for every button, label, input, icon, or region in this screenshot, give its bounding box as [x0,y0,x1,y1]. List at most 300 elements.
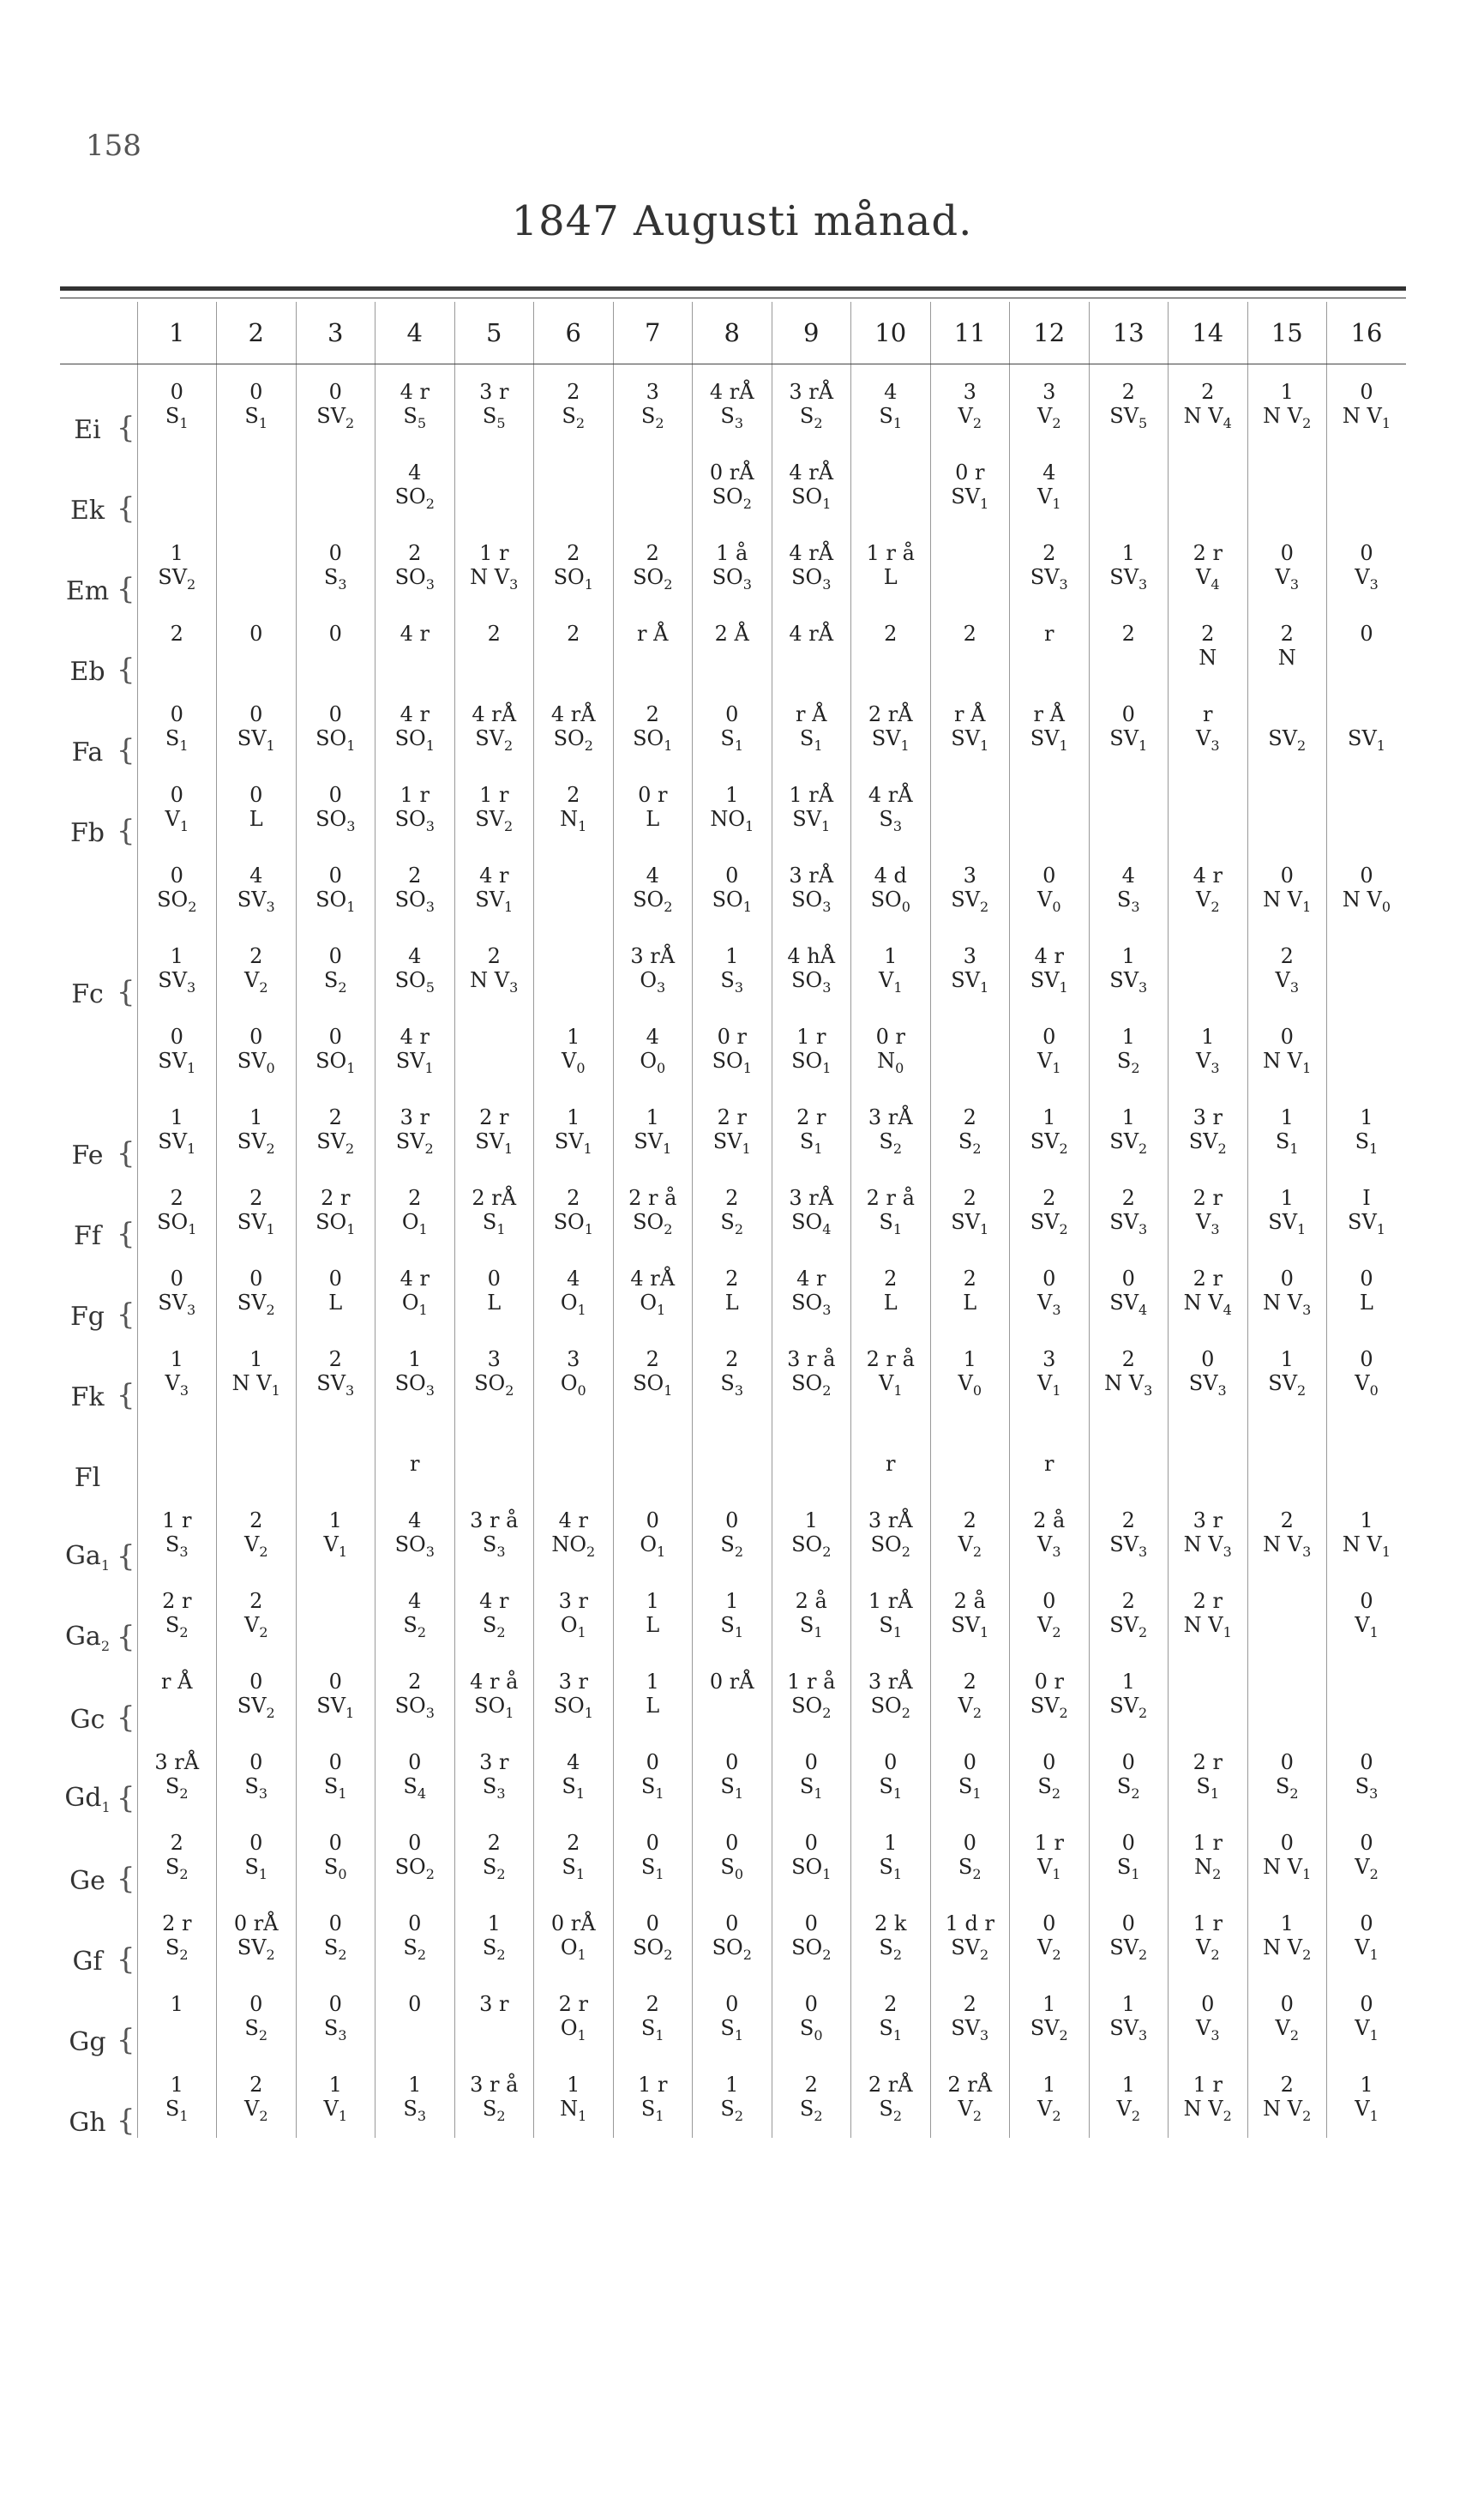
table-cell: 2 [1089,606,1169,646]
table-cell: 2 r [1169,1574,1248,1613]
table-cell: $S_2$ [693,1210,772,1251]
table-cell: 1 [296,1493,376,1532]
table-cell: 2 [613,687,693,726]
subscript: 2 [1212,1865,1222,1882]
table-cell: 4 [613,848,693,888]
table-cell [1327,445,1407,485]
table-cell: 1 r [376,767,455,807]
table-cell: $V_0$ [930,1371,1010,1412]
column-header: 15 [1247,302,1327,364]
table-cell: $S_2$ [296,968,376,1009]
table-row-top [60,1493,1406,1532]
table-cell: 2 r [137,1896,217,1935]
table-cell [296,485,376,526]
table-cell: $S_1$ [613,2016,693,2057]
subscript: 1 [1376,1220,1385,1237]
table-cell [613,485,693,526]
subscript: 1 [1381,1543,1391,1560]
table-cell: $S_1$ [772,726,851,767]
table-cell [1247,807,1327,848]
table-cell: 1 [217,1090,297,1129]
table-cell: 3 rÅ [851,1654,931,1694]
table-cell: 1 r [1169,1815,1248,1855]
table-cell: $V_3$ [1169,2016,1248,2057]
table-cell: $SO_1$ [376,726,455,767]
table-cell: r [1010,1452,1090,1493]
table-cell [534,888,614,929]
subscript: 2 [179,1946,189,1963]
table-row-bottom [60,1855,1406,1896]
table-cell: 1 r [1169,2057,1248,2097]
table-cell: 2 [217,1493,297,1532]
table-cell: 4 r [376,1251,455,1291]
table-cell: $S_5$ [454,404,534,445]
subscript: 1 [1302,898,1312,915]
table-cell: 1 r [454,767,534,807]
table-cell: $SO_1$ [296,888,376,929]
table-cell: 4 [376,929,455,968]
table-cell: $SV_3$ [217,888,297,929]
row-label: Ge [69,1866,105,1896]
subscript: 2 [664,898,673,915]
table-cell: $S_2$ [613,404,693,445]
subscript: 0 [901,898,910,915]
table-cell: 2 [930,1493,1010,1532]
subscript: 3 [1211,2026,1220,2043]
row-label: Ei [74,415,101,445]
table-cell: 0 [772,1977,851,2016]
table-cell: $V_3$ [1169,1049,1248,1090]
table-cell [1327,807,1407,848]
table-cell: 4 hÅ [772,929,851,968]
table-cell [534,485,614,526]
subscript: 1 [338,1785,347,1802]
table-cell: 4 [1010,445,1090,485]
subscript: 2 [258,2026,268,2043]
column-header: 12 [1010,302,1090,364]
table-cell: 0 [217,1735,297,1774]
table-cell: $S_2$ [1010,1774,1090,1815]
table-cell [1327,687,1407,726]
table-cell: $V_1$ [851,1371,931,1412]
table-cell [1089,767,1169,807]
table-cell: 3 [930,929,1010,968]
table-cell: 4 [851,364,931,405]
subscript: 1 [345,1704,355,1721]
table-cell: $S_2$ [217,2016,297,2057]
table-cell: 2 [1089,1171,1169,1210]
table-cell: $V_0$ [1010,888,1090,929]
subscript: 3 [822,575,832,593]
table-cell: 0 [137,1251,217,1291]
table-cell: 1 [613,1574,693,1613]
table-cell [217,1412,297,1452]
table-row-top [60,364,1406,405]
table-cell: 0 [137,767,217,807]
table-cell: 2 [454,606,534,646]
table-cell: 0 [693,1896,772,1935]
table-cell: 0 [613,1493,693,1532]
table-cell: $S_3$ [296,565,376,606]
table-cell [930,1412,1010,1452]
table-cell: 2 rÅ [851,687,931,726]
subscript: 1 [577,2026,586,2043]
table-cell [1169,1654,1248,1694]
table-cell [772,1412,851,1452]
table-cell: 2 [534,1815,614,1855]
table-cell: 1 [693,1574,772,1613]
subscript: 2 [1059,2026,1068,2043]
subscript: 1 [1289,1140,1299,1157]
subscript: 0 [895,1059,904,1076]
table-cell: 2 [454,1815,534,1855]
table-cell: 3 rÅ [772,848,851,888]
subscript: 1 [664,737,673,754]
subscript: 2 [655,414,664,431]
table-cell: r [376,1452,455,1493]
subscript: 1 [338,1543,348,1560]
table-cell: $SV_1$ [296,1694,376,1735]
table-cell: N $V_1$ [1327,404,1407,445]
table-cell: 2 å [930,1574,1010,1613]
table-cell [137,445,217,485]
table-cell: 2 [534,526,614,565]
brace-mark: { [116,2104,135,2138]
subscript: 1 [258,414,268,431]
table-cell: 2 [930,1251,1010,1291]
table-cell [137,646,217,687]
subscript: 2 [586,1543,596,1560]
table-cell: $SV_1$ [376,1049,455,1090]
table-cell: 0 [217,606,297,646]
subscript: 3 [1217,1381,1227,1399]
table-cell: 4 [376,445,455,485]
subscript: 2 [664,575,673,593]
table-cell: 1 [693,2057,772,2097]
subscript: 3 [1302,1543,1312,1560]
subscript: 2 [266,1704,275,1721]
table-cell: $SV_2$ [930,888,1010,929]
table-cell: 0 [1247,1009,1327,1049]
subscript: 2 [1131,2107,1141,2124]
table-cell [930,1452,1010,1493]
subscript: 1 [980,737,989,754]
table-row-bottom [60,1935,1406,1977]
table-cell: 0 rÅ [217,1896,297,1935]
subscript: 2 [1059,1140,1068,1157]
table-cell: 0 [1089,687,1169,726]
row-label: $Ga_1$ [64,1541,111,1574]
table-cell: $V_1$ [851,968,931,1009]
table-cell: 3 r å [772,1332,851,1371]
table-cell [772,646,851,687]
subscript: 2 [179,1865,189,1882]
table-cell [454,1412,534,1452]
table-cell: 2 å [1010,1493,1090,1532]
table-cell: 2 [217,1574,297,1613]
subscript: 1 [577,1623,586,1640]
top-rule [60,286,1406,291]
column-header: 8 [693,302,772,364]
table-cell: $SV_2$ [296,1129,376,1171]
table-cell: $S_3$ [693,1371,772,1412]
subscript: 1 [418,1220,428,1237]
table-cell [1247,485,1327,526]
table-row-top [60,1896,1406,1935]
row-label: Fe [71,1141,104,1171]
subscript: 3 [1144,1381,1153,1399]
table-row-top [60,526,1406,565]
table-cell: 2 r [137,1574,217,1613]
brace-mark: { [116,572,135,606]
table-cell: 3 rÅ [772,364,851,405]
table-cell [454,2016,534,2057]
table-cell: $SV_2$ [1089,1694,1169,1735]
subscript: 2 [417,1623,427,1640]
subscript: 1 [1052,495,1061,512]
table-cell: $S_1$ [217,1855,297,1896]
table-cell [137,2016,217,2057]
subscript: 1 [734,2026,744,2043]
subscript: 1 [496,1220,506,1237]
table-cell [1169,1694,1248,1735]
table-cell: N $V_1$ [1247,1049,1327,1090]
subscript: 2 [1059,1704,1068,1721]
table-cell: $S_1$ [613,1855,693,1896]
table-cell: $SV_3$ [1089,968,1169,1009]
table-cell: 0 [851,1735,931,1774]
table-cell: $V_1$ [296,2097,376,2138]
table-cell: $SO_2$ [772,1694,851,1735]
row-label: Ek [69,496,105,526]
row-label: Fl [74,1463,101,1493]
table-cell: 1 [1327,1493,1407,1532]
table-cell: N $V_1$ [1169,1613,1248,1654]
table-cell [851,445,931,485]
subscript: 1 [577,1301,586,1318]
table-cell: 0 r [613,767,693,807]
subscript: 1 [425,737,435,754]
table-cell: 4 r [454,1574,534,1613]
row-label [60,848,115,929]
table-cell [613,1452,693,1493]
table-cell: 0 [217,1815,297,1855]
table-cell: $SV_1$ [851,726,931,767]
table-cell: 4 r [376,687,455,726]
table-row-top [60,1171,1406,1210]
table-cell [1169,968,1248,1009]
table-cell: $SV_1$ [1010,726,1090,767]
table-cell [1169,485,1248,526]
subscript: 1 [822,1865,832,1882]
subscript: 2 [892,1946,903,1963]
row-label: Fg [69,1302,105,1332]
subscript: 2 [179,1785,189,1802]
table-cell: 0 [1089,1735,1169,1774]
table-cell: $SV_3$ [1169,1371,1248,1412]
table-row-top [60,1251,1406,1291]
table-cell: $SV_1$ [772,807,851,848]
table-cell: N $V_0$ [1327,888,1407,929]
table-cell: $SO_2$ [534,726,614,767]
table-row-bottom [60,2097,1406,2138]
subscript: 2 [1052,2107,1061,2124]
table-cell: $SV_3$ [137,1291,217,1332]
table-cell: $SV_1$ [930,968,1010,1009]
row-label [60,1009,115,1090]
table-cell: 2 [930,1654,1010,1694]
table-cell: $V_2$ [930,404,1010,445]
table-cell: 0 [217,1654,297,1694]
table-cell [217,445,297,485]
subscript: 2 [1289,2026,1300,2043]
table-cell: $S_1$ [1327,1129,1407,1171]
table-cell: 0 [1010,1009,1090,1049]
subscript: 2 [1051,1785,1061,1802]
table-cell: $V_2$ [1089,2097,1169,2138]
subscript: 1 [655,2107,664,2124]
table-cell: 2 [851,1251,931,1291]
table-cell: $SV_2$ [1089,1129,1169,1171]
table-cell: $S_2$ [376,1935,455,1977]
subscript: 0 [657,1059,666,1076]
subscript: 1 [1052,1381,1061,1399]
table-cell: 0 r [930,445,1010,485]
table-cell [296,445,376,485]
table-cell: $SV_1$ [1327,726,1407,767]
table-cell: $SV_3$ [1089,565,1169,606]
table-cell: 0 [1247,1977,1327,2016]
table-cell: 1 å [693,526,772,565]
table-cell: 4 r [1010,929,1090,968]
table-cell: r [1169,687,1248,726]
table-row-top [60,1412,1406,1452]
table-cell: 2 r [296,1171,376,1210]
subscript: 2 [814,2107,823,2124]
table-cell: $SV_3$ [296,1371,376,1412]
table-cell: L [851,565,931,606]
table-cell: 0 [1010,1251,1090,1291]
table-cell [217,565,297,606]
table-cell: $NO_2$ [534,1532,614,1574]
table-cell: N $V_2$ [1169,2097,1248,2138]
table-cell [454,1452,534,1493]
table-cell: $SV_2$ [217,1935,297,1977]
table-cell: $SO_2$ [376,485,455,526]
table-cell: 0 [376,1735,455,1774]
table-cell: 1 [613,1654,693,1694]
table-cell [296,1452,376,1493]
subscript: 2 [1139,1946,1148,1963]
table-row-bottom [60,646,1406,687]
table-cell [1247,1654,1327,1694]
table-cell: $S_1$ [217,404,297,445]
table-cell [1327,767,1407,807]
table-cell [1169,929,1248,968]
subscript: 1 [893,1381,903,1399]
subscript: 2 [259,1543,268,1560]
subscript: 1 [271,1381,280,1399]
table-cell: 2 r [1169,1735,1248,1774]
table-cell: $SO_3$ [376,1532,455,1574]
subscript: 2 [496,1946,506,1963]
table-cell: $SV_2$ [217,1694,297,1735]
table-cell [1327,1049,1407,1090]
table-cell [1247,1452,1327,1493]
table-cell: 1 [1247,364,1327,405]
row-label: $Gd_1$ [64,1783,111,1815]
table-cell: 0 [296,1977,376,2016]
table-cell: 0 [1327,1977,1407,2016]
table-cell: 0 [693,1493,772,1532]
table-cell: 0 [613,1815,693,1855]
subscript: 3 [425,898,435,915]
subscript: 3 [1139,1543,1148,1560]
subscript: 2 [734,1220,744,1237]
table-cell: 3 [454,1332,534,1371]
subscript: 3 [657,978,666,996]
subscript: 1 [346,1059,356,1076]
table-cell: 2 [137,1815,217,1855]
table-cell: 0 [1089,1251,1169,1291]
table-cell: $S_2$ [930,1855,1010,1896]
table-cell: 0 [613,1896,693,1935]
subscript: 2 [496,1865,506,1882]
table-cell: 0 [772,1815,851,1855]
subscript: 1 [179,2107,189,2124]
table-cell: 4 [613,1009,693,1049]
table-row-bottom [60,1532,1406,1574]
table-cell: $SO_3$ [772,1291,851,1332]
table-cell: 2 r å [851,1171,931,1210]
table-cell: $SV_2$ [1247,1371,1327,1412]
table-cell [1327,1412,1407,1452]
table-cell: $SO_3$ [772,888,851,929]
table-cell: $SV_1$ [217,1210,297,1251]
table-cell: I [1327,1171,1407,1210]
subscript: 1 [584,1704,593,1721]
subscript: 3 [187,978,196,996]
table-cell: 0 [217,767,297,807]
table-cell: $S_3$ [454,1532,534,1574]
table-cell [1327,646,1407,687]
column-header: 7 [613,302,693,364]
subscript: 1 [179,817,189,834]
subscript: 1 [1052,1059,1061,1076]
subscript: 1 [742,1140,751,1157]
table-row-top [60,2057,1406,2097]
table-row-bottom [60,1371,1406,1412]
table-row-top [60,1332,1406,1371]
table-cell [454,485,534,526]
table-cell: 1 [1247,1332,1327,1371]
table-cell: $NO_1$ [693,807,772,848]
subscript: 1 [346,1220,356,1237]
table-cell: 0 [217,1977,297,2016]
table-cell: L [693,1291,772,1332]
table-cell: $SO_3$ [376,888,455,929]
subscript: 1 [188,1220,197,1237]
table-cell: N $V_4$ [1169,1291,1248,1332]
table-row-top [60,1009,1406,1049]
table-cell: $V_1$ [296,1532,376,1574]
table-cell: 3 [1010,1332,1090,1371]
subscript: 3 [345,1381,355,1399]
row-label: Gf [72,1947,103,1977]
subscript: 1 [663,1140,672,1157]
table-cell: N $V_1$ [1247,888,1327,929]
subscript: 0 [577,1381,586,1399]
